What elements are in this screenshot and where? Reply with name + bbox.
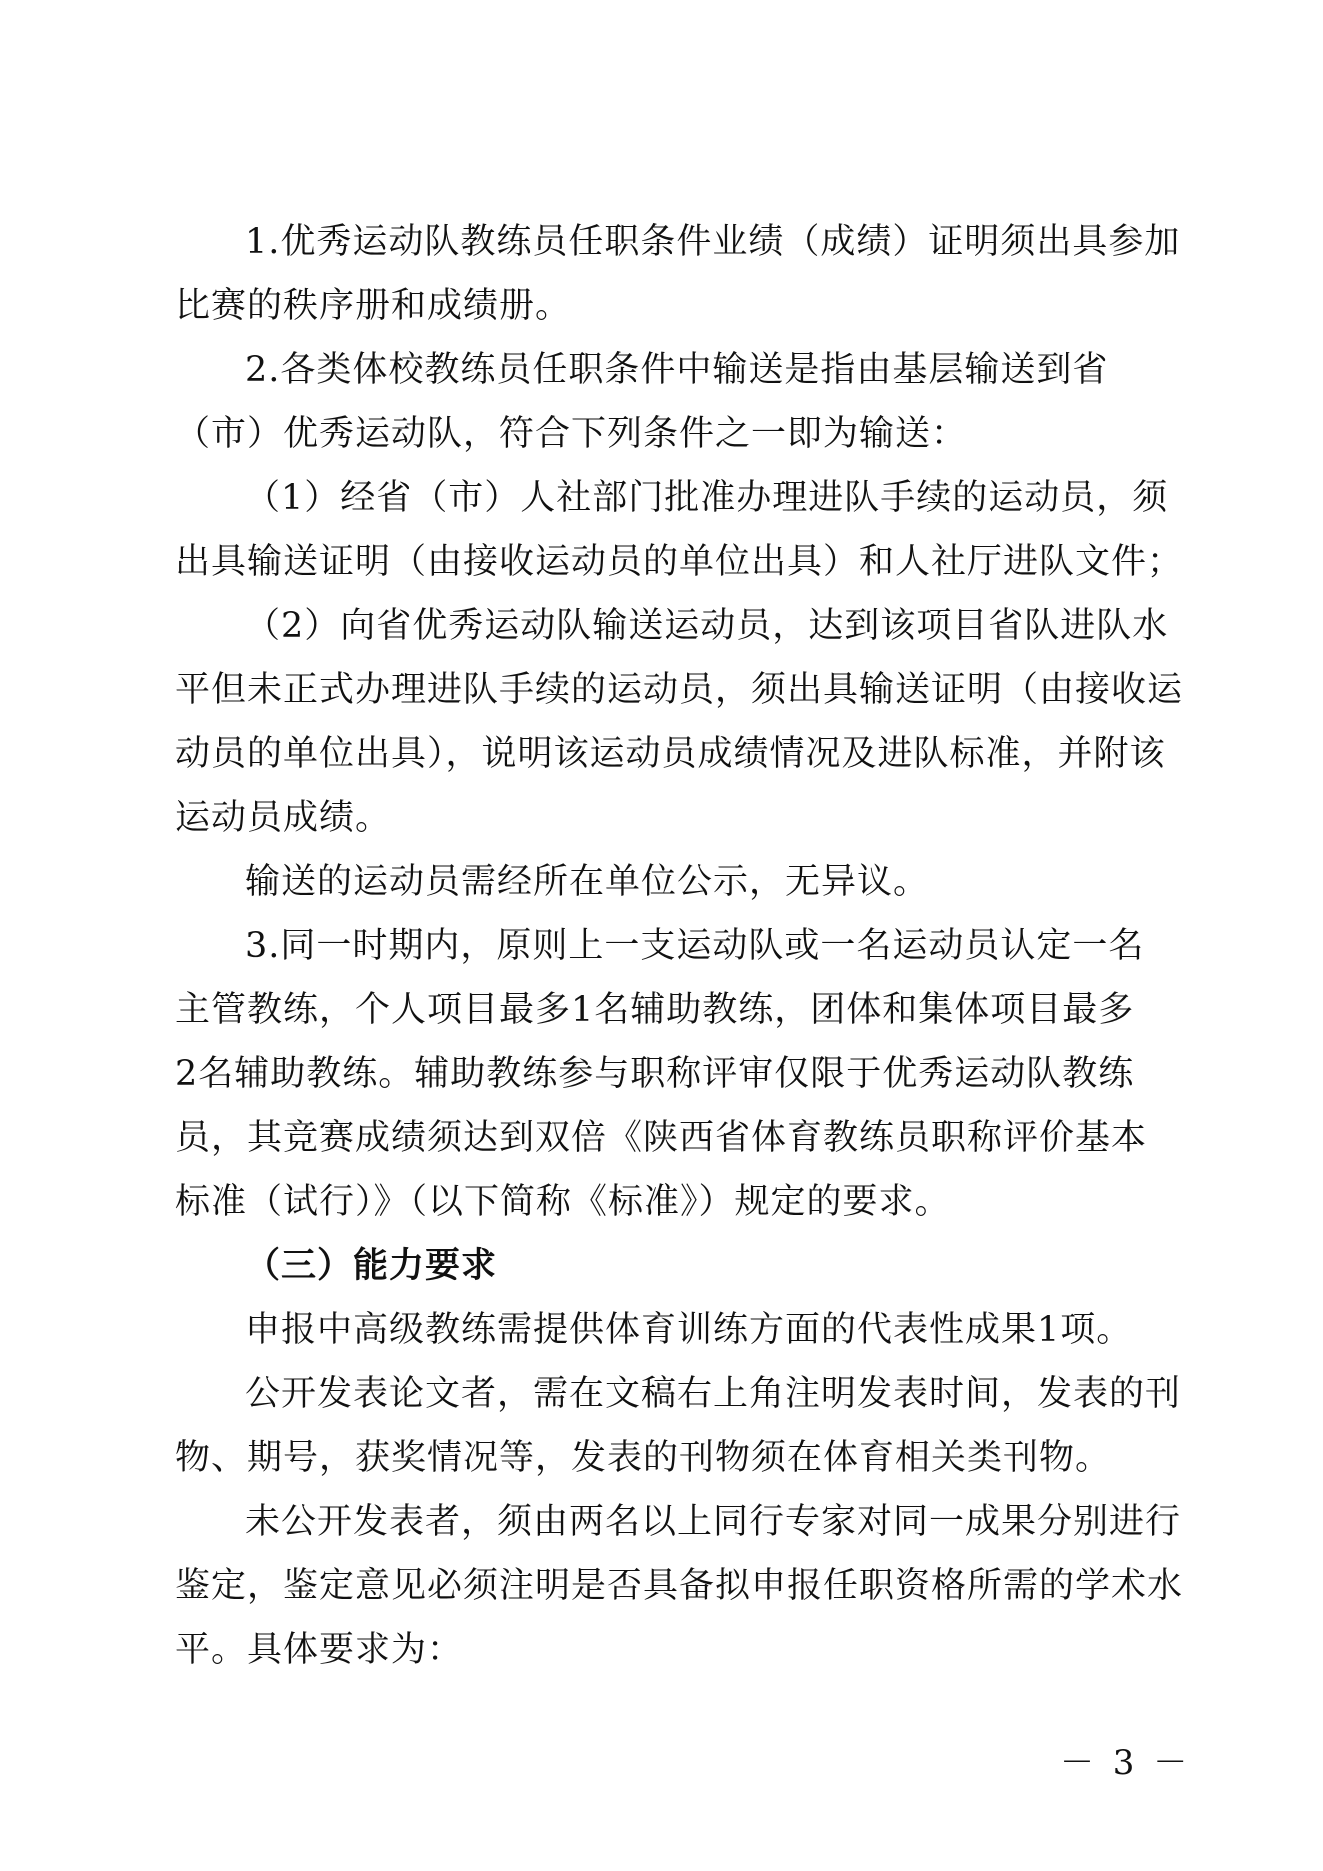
text-line: 3.同一时期内，原则上一支运动队或一名运动员认定一名	[245, 926, 1145, 966]
paragraph-3	[175, 914, 1165, 1234]
paragraph-ability	[175, 1298, 1165, 1362]
text-line: 出具输送证明（由接收运动员的单位出具）和人社厅进队文件；	[175, 542, 1184, 582]
text-line: 未公开发表者，须由两名以上同行专家对同一成果分别进行	[245, 1502, 1182, 1542]
text-line: 平但未正式办理进队手续的运动员，须出具输送证明（由接收运	[175, 670, 1184, 710]
text-line: 鉴定，鉴定意见必须注明是否具备拟申报任职资格所需的学术水	[175, 1566, 1184, 1606]
paragraph-1	[175, 210, 1181, 338]
paragraph-publicity	[175, 850, 1165, 914]
text-line: （1）经省（市）人社部门批准办理进队手续的运动员，须	[245, 478, 1169, 518]
text-line: 员，其竞赛成绩须达到双倍《陕西省体育教练员职称评价基本	[175, 1118, 1148, 1158]
text-line: 2名辅助教练。辅助教练参与职称评审仅限于优秀运动队教练	[175, 1054, 1135, 1094]
text-line: 2.各类体校教练员任职条件中输送是指由基层输送到省	[245, 350, 1109, 390]
paragraph-2-2	[175, 594, 1184, 850]
text-line: 比赛的秩序册和成绩册。	[175, 286, 572, 326]
text-line: （市）优秀运动队，符合下列条件之一即为输送：	[175, 414, 968, 454]
paragraph-published	[175, 1362, 1182, 1490]
page-number: － 3 －	[1060, 1743, 1192, 1783]
text-line: 申报中高级教练需提供体育训练方面的代表性成果1项。	[245, 1310, 1133, 1350]
text-line: （2）向省优秀运动队输送运动员，达到该项目省队进队水	[245, 606, 1169, 646]
paragraph-unpublished	[175, 1490, 1184, 1682]
text-line: 物、期号，获奖情况等，发表的刊物须在体育相关类刊物。	[175, 1438, 1112, 1478]
text-line: 主管教练，个人项目最多1名辅助教练，团体和集体项目最多	[175, 990, 1135, 1030]
text-line: 运动员成绩。	[175, 798, 392, 838]
paragraph-2	[175, 338, 1165, 466]
text-line: 输送的运动员需经所在单位公示，无异议。	[245, 862, 930, 902]
document-body	[175, 210, 1184, 1682]
section-heading	[175, 1234, 1165, 1298]
paragraph-2-1	[175, 466, 1184, 594]
text-line: 动员的单位出具），说明该运动员成绩情况及进队标准，并附该	[175, 734, 1166, 774]
text-line: 平。具体要求为：	[175, 1630, 464, 1670]
text-line: 公开发表论文者，需在文稿右上角注明发表时间，发表的刊	[245, 1374, 1182, 1414]
heading-text: （三）能力要求	[245, 1246, 498, 1286]
text-line: 1.优秀运动队教练员任职条件业绩（成绩）证明须出具参加	[245, 222, 1181, 262]
text-line: 标准（试行）》（以下简称《标准》）规定的要求。	[175, 1182, 951, 1222]
